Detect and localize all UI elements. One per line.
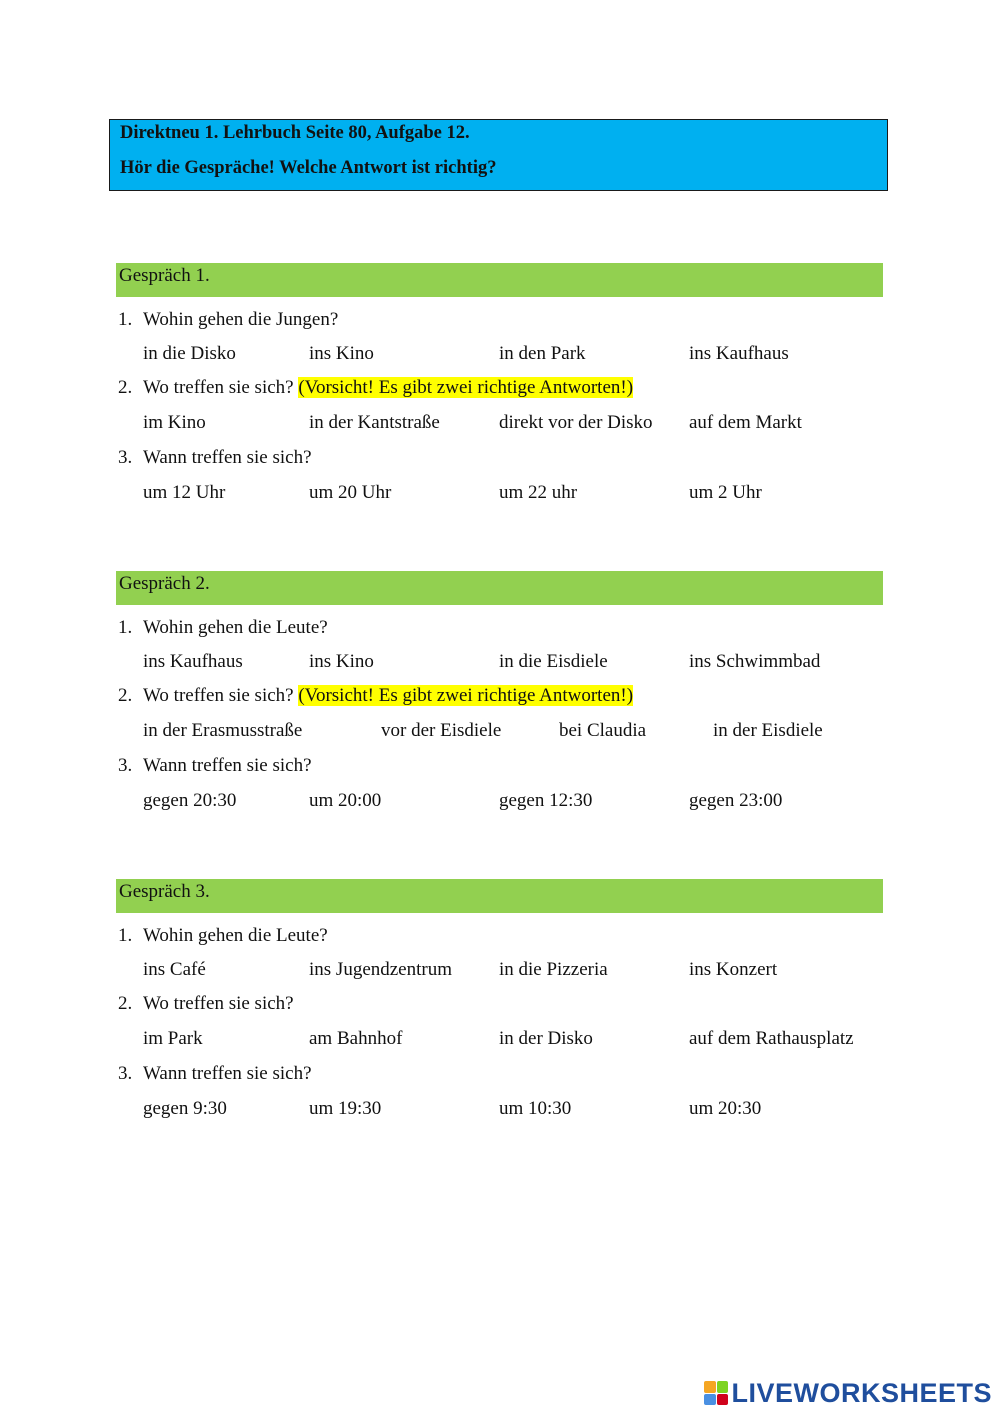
question-text: Wann treffen sie sich?: [143, 755, 312, 776]
question-1: [118, 617, 328, 639]
liveworksheets-brand: [704, 1376, 992, 1410]
answer-option[interactable]: vor der Eisdiele: [381, 720, 502, 741]
answer-option[interactable]: ins Kaufhaus: [143, 651, 243, 672]
section-title: Gespräch 1.: [119, 265, 210, 286]
instruction-header: [109, 119, 888, 191]
question-number: 3.: [118, 755, 133, 776]
question-3: [118, 447, 312, 469]
question-number: 2.: [118, 685, 133, 706]
answer-option[interactable]: in die Disko: [143, 343, 236, 364]
question-text: Wohin gehen die Leute?: [143, 925, 328, 946]
answer-option[interactable]: ins Kaufhaus: [689, 343, 789, 364]
answer-option[interactable]: gegen 9:30: [143, 1098, 227, 1119]
question-2: [118, 377, 633, 399]
answer-option[interactable]: im Park: [143, 1028, 203, 1049]
question-1: [118, 309, 338, 331]
answer-option[interactable]: um 12 Uhr: [143, 482, 226, 503]
answer-option[interactable]: gegen 12:30: [499, 790, 593, 811]
question-number: 3.: [118, 1063, 133, 1084]
answer-option[interactable]: in die Eisdiele: [499, 651, 608, 672]
answer-option[interactable]: in der Erasmusstraße: [143, 720, 303, 741]
answer-option[interactable]: ins Schwimmbad: [689, 651, 821, 672]
section-bar: [116, 571, 883, 605]
question-3: [118, 755, 312, 777]
answer-option[interactable]: auf dem Rathausplatz: [689, 1028, 854, 1049]
question-text: Wohin gehen die Leute?: [143, 617, 328, 638]
section-title: Gespräch 3.: [119, 881, 210, 902]
answer-option[interactable]: am Bahnhof: [309, 1028, 403, 1049]
section-bar: [116, 879, 883, 913]
answer-option[interactable]: um 22 uhr: [499, 482, 578, 503]
header-instruction: Hör die Gespräche! Welche Antwort ist richtig?: [120, 158, 497, 178]
answer-option[interactable]: in der Eisdiele: [713, 720, 823, 741]
question-number: 1.: [118, 617, 133, 638]
answer-option[interactable]: gegen 23:00: [689, 790, 783, 811]
question-2: [118, 685, 633, 707]
question-number: 1.: [118, 309, 133, 330]
answer-option[interactable]: ins Konzert: [689, 959, 778, 980]
question-text: Wann treffen sie sich?: [143, 1063, 312, 1084]
header-title: Direktneu 1. Lehrbuch Seite 80, Aufgabe 12.: [120, 123, 470, 143]
answer-option[interactable]: bei Claudia: [559, 720, 647, 741]
answer-option[interactable]: um 2 Uhr: [689, 482, 762, 503]
question-number: 2.: [118, 377, 133, 398]
section-title: Gespräch 2.: [119, 573, 210, 594]
answer-option[interactable]: um 20 Uhr: [309, 482, 392, 503]
answer-option[interactable]: um 19:30: [309, 1098, 382, 1119]
answer-option[interactable]: ins Jugendzentrum: [309, 959, 453, 980]
question-number: 1.: [118, 925, 133, 946]
answer-option[interactable]: gegen 20:30: [143, 790, 237, 811]
question-number: 2.: [118, 993, 133, 1014]
answer-option[interactable]: um 20:30: [689, 1098, 762, 1119]
question-text: Wo treffen sie sich?: [143, 993, 294, 1014]
answer-option[interactable]: ins Kino: [309, 651, 374, 672]
brand-text: LIVEWORKSHEETS: [731, 1377, 992, 1408]
answer-option[interactable]: im Kino: [143, 412, 206, 433]
answer-option[interactable]: ins Kino: [309, 343, 374, 364]
answer-option[interactable]: in den Park: [499, 343, 586, 364]
question-text: Wo treffen sie sich?: [143, 685, 294, 706]
question-text: Wo treffen sie sich?: [143, 377, 294, 398]
question-1: [118, 925, 328, 947]
answer-option[interactable]: um 10:30: [499, 1098, 572, 1119]
answer-option[interactable]: in der Kantstraße: [309, 412, 440, 433]
answer-option[interactable]: direkt vor der Disko: [499, 412, 653, 433]
question-text: Wohin gehen die Jungen?: [143, 309, 339, 330]
question-2: [118, 993, 294, 1015]
warning-note: (Vorsicht! Es gibt zwei richtige Antworten!): [298, 685, 634, 706]
answer-option[interactable]: ins Café: [143, 959, 206, 980]
answer-option[interactable]: auf dem Markt: [689, 412, 802, 433]
question-3: [118, 1063, 312, 1085]
answer-option[interactable]: in die Pizzeria: [499, 959, 608, 980]
question-number: 3.: [118, 447, 133, 468]
warning-note: (Vorsicht! Es gibt zwei richtige Antworten!): [298, 377, 634, 398]
section-bar: [116, 263, 883, 297]
question-text: Wann treffen sie sich?: [143, 447, 312, 468]
liveworksheets-logo-icon: [704, 1381, 728, 1405]
answer-option[interactable]: um 20:00: [309, 790, 382, 811]
answer-option[interactable]: in der Disko: [499, 1028, 593, 1049]
